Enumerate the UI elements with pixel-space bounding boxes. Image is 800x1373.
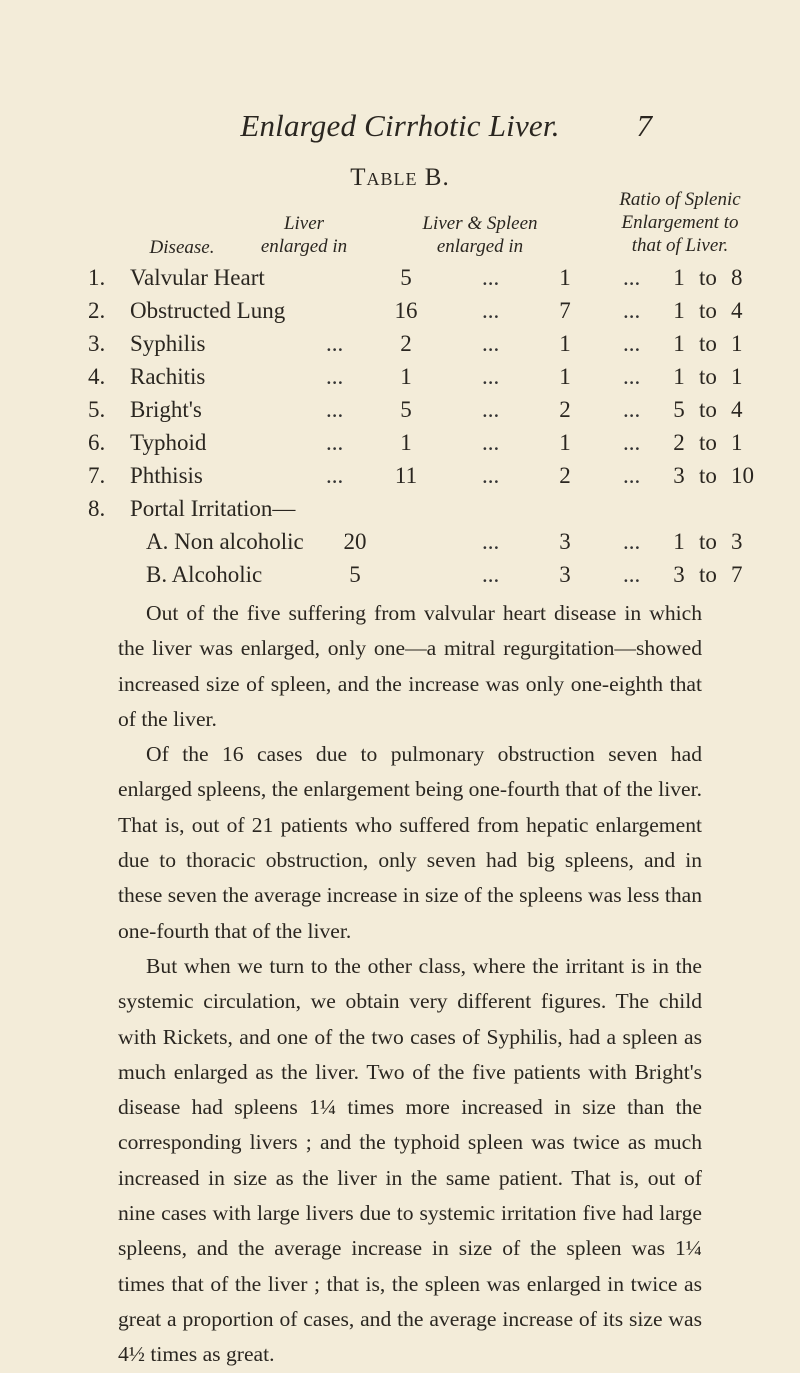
header-spleen-line-1: Liver & Spleen bbox=[422, 213, 538, 234]
row-disease: Valvular Heart bbox=[130, 265, 265, 290]
row-ratio-to: to bbox=[699, 298, 717, 323]
paragraph: Out of the five suffering from valvular heart disease in which the liver was enlarged, only one—a mitral regurgitation—showed increased size of spleen, and the increase was only one-eighth that of the liver. bbox=[118, 601, 702, 731]
table-row bbox=[0, 361, 800, 393]
row-spleen-count: 2 bbox=[559, 397, 571, 422]
row-liver-count: 5 bbox=[400, 397, 412, 422]
row-ratio-a: 1 bbox=[673, 265, 685, 290]
paragraph: But when we turn to the other class, where the irritant is in the systemic circulation, we obtain very different figures. The child with Rickets, and one of the two cases of Syphilis, had a spleen as much enlarged as the liver. Two of the five patients with Bright's disease had spleens 1¼ times more increased in size than the corresponding livers ; and the typhoid spleen was twice as much increased in size as the liver in the same patient. That is, out of nine cases with large livers due to systemic irritation five had large spleens, and the average increase in size of the spleen was 1¼ times that of the liver ; that is, the spleen was enlarged in twice as great a proportion of cases, and the average increase of its size was 4½ times as great. bbox=[118, 953, 702, 1367]
leader-dots: ... bbox=[482, 364, 500, 389]
table-row bbox=[0, 427, 800, 459]
table-row bbox=[0, 394, 800, 426]
row-ratio-a: 5 bbox=[673, 397, 685, 422]
row-ratio-a: 1 bbox=[673, 298, 685, 323]
group-label: Portal Irritation— bbox=[130, 496, 296, 521]
row-spleen-count: 7 bbox=[559, 298, 571, 323]
row-liver-count: 11 bbox=[394, 463, 418, 488]
table-row bbox=[0, 295, 800, 327]
header-liver-line-2: enlarged in bbox=[260, 236, 348, 257]
page-number: 7 bbox=[636, 108, 652, 143]
body-text bbox=[118, 596, 702, 1373]
row-spleen-count: 3 bbox=[559, 562, 571, 587]
subrow-disease: B. Alcoholic bbox=[146, 562, 263, 587]
row-ratio-b: 4 bbox=[731, 298, 743, 323]
row-ratio-b: 3 bbox=[731, 529, 743, 554]
leader-dots: ... bbox=[326, 463, 344, 488]
leader-dots: ... bbox=[326, 430, 344, 455]
table-subrow bbox=[0, 559, 800, 591]
row-ratio-b: 1 bbox=[731, 331, 743, 356]
row-ratio-to: to bbox=[699, 364, 717, 389]
row-number: 2. bbox=[88, 298, 106, 323]
table-group-row bbox=[0, 493, 800, 525]
row-liver-count: 1 bbox=[400, 430, 412, 455]
leader-dots: ... bbox=[623, 331, 641, 356]
header-spleen-line-2: enlarged in bbox=[436, 236, 524, 257]
header-disease: Disease. bbox=[149, 237, 215, 258]
row-ratio-a: 1 bbox=[673, 331, 685, 356]
row-liver-count: 16 bbox=[394, 298, 418, 323]
row-spleen-count: 1 bbox=[559, 331, 571, 356]
row-spleen-count: 1 bbox=[559, 430, 571, 455]
row-ratio-b: 1 bbox=[731, 430, 743, 455]
row-ratio-a: 1 bbox=[673, 529, 685, 554]
leader-dots: ... bbox=[623, 463, 641, 488]
row-number: 4. bbox=[88, 364, 106, 389]
row-spleen-count: 1 bbox=[559, 265, 571, 290]
row-ratio-to: to bbox=[699, 529, 717, 554]
row-disease: Rachitis bbox=[130, 364, 206, 389]
header-liver-line-1: Liver bbox=[283, 213, 325, 234]
row-liver-count: 2 bbox=[400, 331, 412, 356]
row-ratio-b: 7 bbox=[731, 562, 743, 587]
header-spleen bbox=[390, 212, 570, 258]
row-ratio-b: 8 bbox=[731, 265, 743, 290]
header-liver bbox=[236, 212, 372, 258]
row-disease: Obstructed Lung bbox=[130, 298, 286, 323]
table-row bbox=[0, 328, 800, 360]
row-number: 5. bbox=[88, 397, 106, 422]
row-ratio-a: 1 bbox=[673, 364, 685, 389]
row-number: 8. bbox=[88, 496, 106, 521]
paragraph: Of the 16 cases due to pulmonary obstruction seven had enlarged spleens, the enlargement being one-fourth that of the liver. That is, out of 21 patients who suffered from hepatic enlargement due to thoracic obstruction, only seven had big spleens, and in these seven the average increase in size of the spleens was less than one-fourth that of the liver. bbox=[118, 742, 703, 943]
leader-dots: ... bbox=[482, 562, 500, 587]
row-disease: Bright's bbox=[130, 397, 202, 422]
leader-dots: ... bbox=[482, 265, 500, 290]
header-ratio-line-1: Ratio of Splenic bbox=[619, 189, 741, 210]
row-ratio-to: to bbox=[699, 463, 717, 488]
leader-dots: ... bbox=[623, 529, 641, 554]
row-liver-count: 5 bbox=[400, 265, 412, 290]
leader-dots: ... bbox=[623, 397, 641, 422]
row-spleen-count: 3 bbox=[559, 529, 571, 554]
leader-dots: ... bbox=[482, 397, 500, 422]
row-ratio-a: 3 bbox=[673, 463, 685, 488]
table-subrow bbox=[0, 526, 800, 558]
row-spleen-count: 1 bbox=[559, 364, 571, 389]
row-ratio-to: to bbox=[699, 430, 717, 455]
row-ratio-b: 4 bbox=[731, 397, 743, 422]
row-ratio-b: 10 bbox=[731, 463, 754, 488]
leader-dots: ... bbox=[326, 331, 344, 356]
leader-dots: ... bbox=[623, 298, 641, 323]
table-row bbox=[0, 262, 800, 294]
leader-dots: ... bbox=[326, 397, 344, 422]
row-spleen-count: 2 bbox=[559, 463, 571, 488]
running-head bbox=[0, 108, 800, 148]
subrow-disease: A. Non alcoholic bbox=[146, 529, 304, 554]
row-ratio-a: 3 bbox=[673, 562, 685, 587]
leader-dots: ... bbox=[623, 430, 641, 455]
leader-dots: ... bbox=[623, 364, 641, 389]
row-disease: Phthisis bbox=[130, 463, 203, 488]
row-number: 7. bbox=[88, 463, 106, 488]
leader-dots: ... bbox=[482, 298, 500, 323]
leader-dots: ... bbox=[482, 463, 500, 488]
table-title: Table B. bbox=[350, 164, 450, 191]
row-liver-count: 20 bbox=[343, 529, 367, 554]
row-number: 3. bbox=[88, 331, 106, 356]
leader-dots: ... bbox=[482, 331, 500, 356]
row-ratio-to: to bbox=[699, 265, 717, 290]
row-ratio-a: 2 bbox=[673, 430, 685, 455]
header-ratio-line-2: Enlargement to bbox=[621, 212, 739, 233]
leader-dots: ... bbox=[482, 430, 500, 455]
table-row bbox=[0, 460, 800, 492]
row-disease: Typhoid bbox=[130, 430, 207, 455]
row-ratio-b: 1 bbox=[731, 364, 743, 389]
leader-dots: ... bbox=[623, 562, 641, 587]
row-number: 6. bbox=[88, 430, 106, 455]
running-title: Enlarged Cirrhotic Liver. bbox=[240, 108, 560, 143]
header-ratio bbox=[580, 188, 780, 257]
header-ratio-line-3: that of Liver. bbox=[631, 235, 729, 256]
row-ratio-to: to bbox=[699, 562, 717, 587]
leader-dots: ... bbox=[623, 265, 641, 290]
row-liver-count: 5 bbox=[349, 562, 361, 587]
leader-dots: ... bbox=[482, 529, 500, 554]
row-disease: Syphilis bbox=[130, 331, 206, 356]
row-ratio-to: to bbox=[699, 331, 717, 356]
row-number: 1. bbox=[88, 265, 106, 290]
row-ratio-to: to bbox=[699, 397, 717, 422]
row-liver-count: 1 bbox=[400, 364, 412, 389]
leader-dots: ... bbox=[326, 364, 344, 389]
